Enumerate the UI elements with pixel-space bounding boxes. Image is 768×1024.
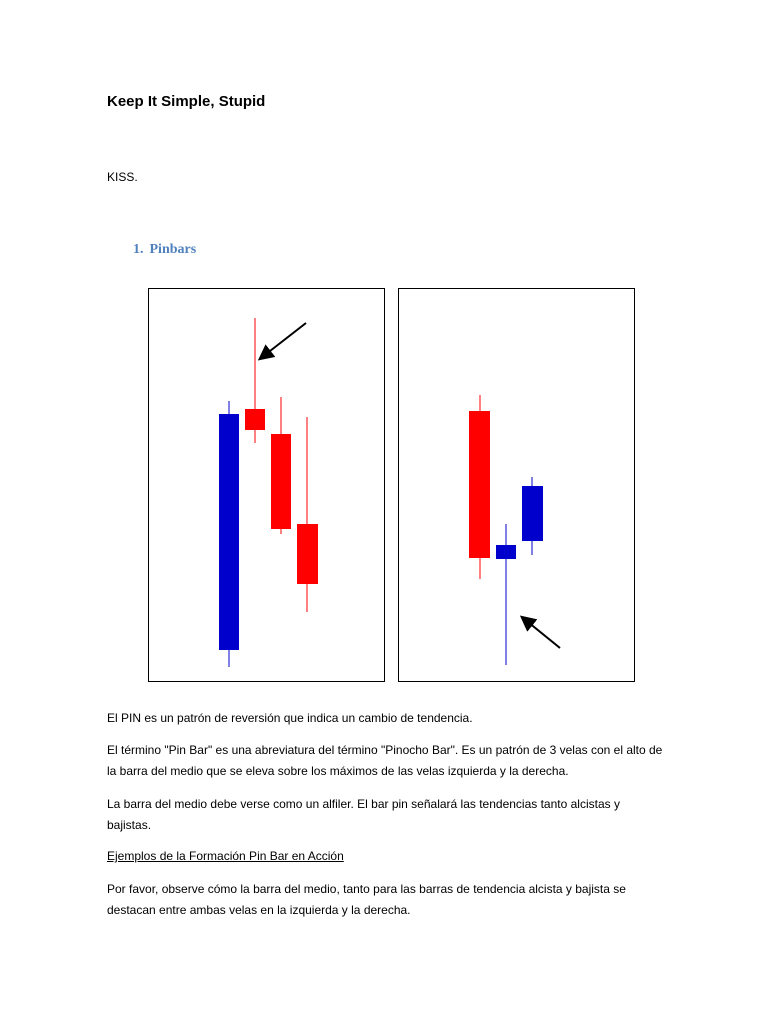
pointer-arrow [261, 323, 306, 358]
candle-4-body [297, 524, 318, 584]
bullish-pin-bar-chart [399, 289, 636, 683]
paragraph-pin-definition: El PIN es un patrón de reversión que indica un cambio de tendencia. [107, 711, 473, 725]
section-heading-text: Pinbars [149, 242, 197, 257]
bearish-pin-bar-chart [149, 289, 386, 683]
paragraph-observe: Por favor, observe cómo la barra del medio, tanto para las barras de tendencia alcista y bajista se destacan entre ambas velas en la izquierda y la derecha. [107, 882, 626, 917]
section-heading [133, 242, 196, 258]
candle-3-body [271, 434, 291, 529]
pointer-arrow [523, 618, 560, 648]
candle-3-body [522, 486, 543, 541]
subheading-examples: Ejemplos de la Formación Pin Bar en Acción [107, 849, 344, 863]
candle-2-body [245, 409, 265, 430]
section-number: 1. [133, 242, 144, 257]
kiss-text: KISS. [107, 170, 138, 184]
paragraph-middle-bar: La barra del medio debe verse como un alfiler. El bar pin señalará las tendencias tanto alcistas y bajistas. [107, 797, 620, 832]
bullish-pin-bar-figure [398, 288, 635, 682]
document-title: Keep It Simple, Stupid [107, 93, 266, 110]
candle-2-body [496, 545, 516, 559]
candle-1-body [219, 414, 239, 650]
bearish-pin-bar-figure [148, 288, 385, 682]
candle-1-body [469, 411, 490, 558]
paragraph-pin-bar-term: El término "Pin Bar" es una abreviatura del término "Pinocho Bar". Es un patrón de 3 velas con el alto de la barra del medio que se eleva sobre los máximos de las velas izquierda y la derecha. [107, 743, 663, 778]
